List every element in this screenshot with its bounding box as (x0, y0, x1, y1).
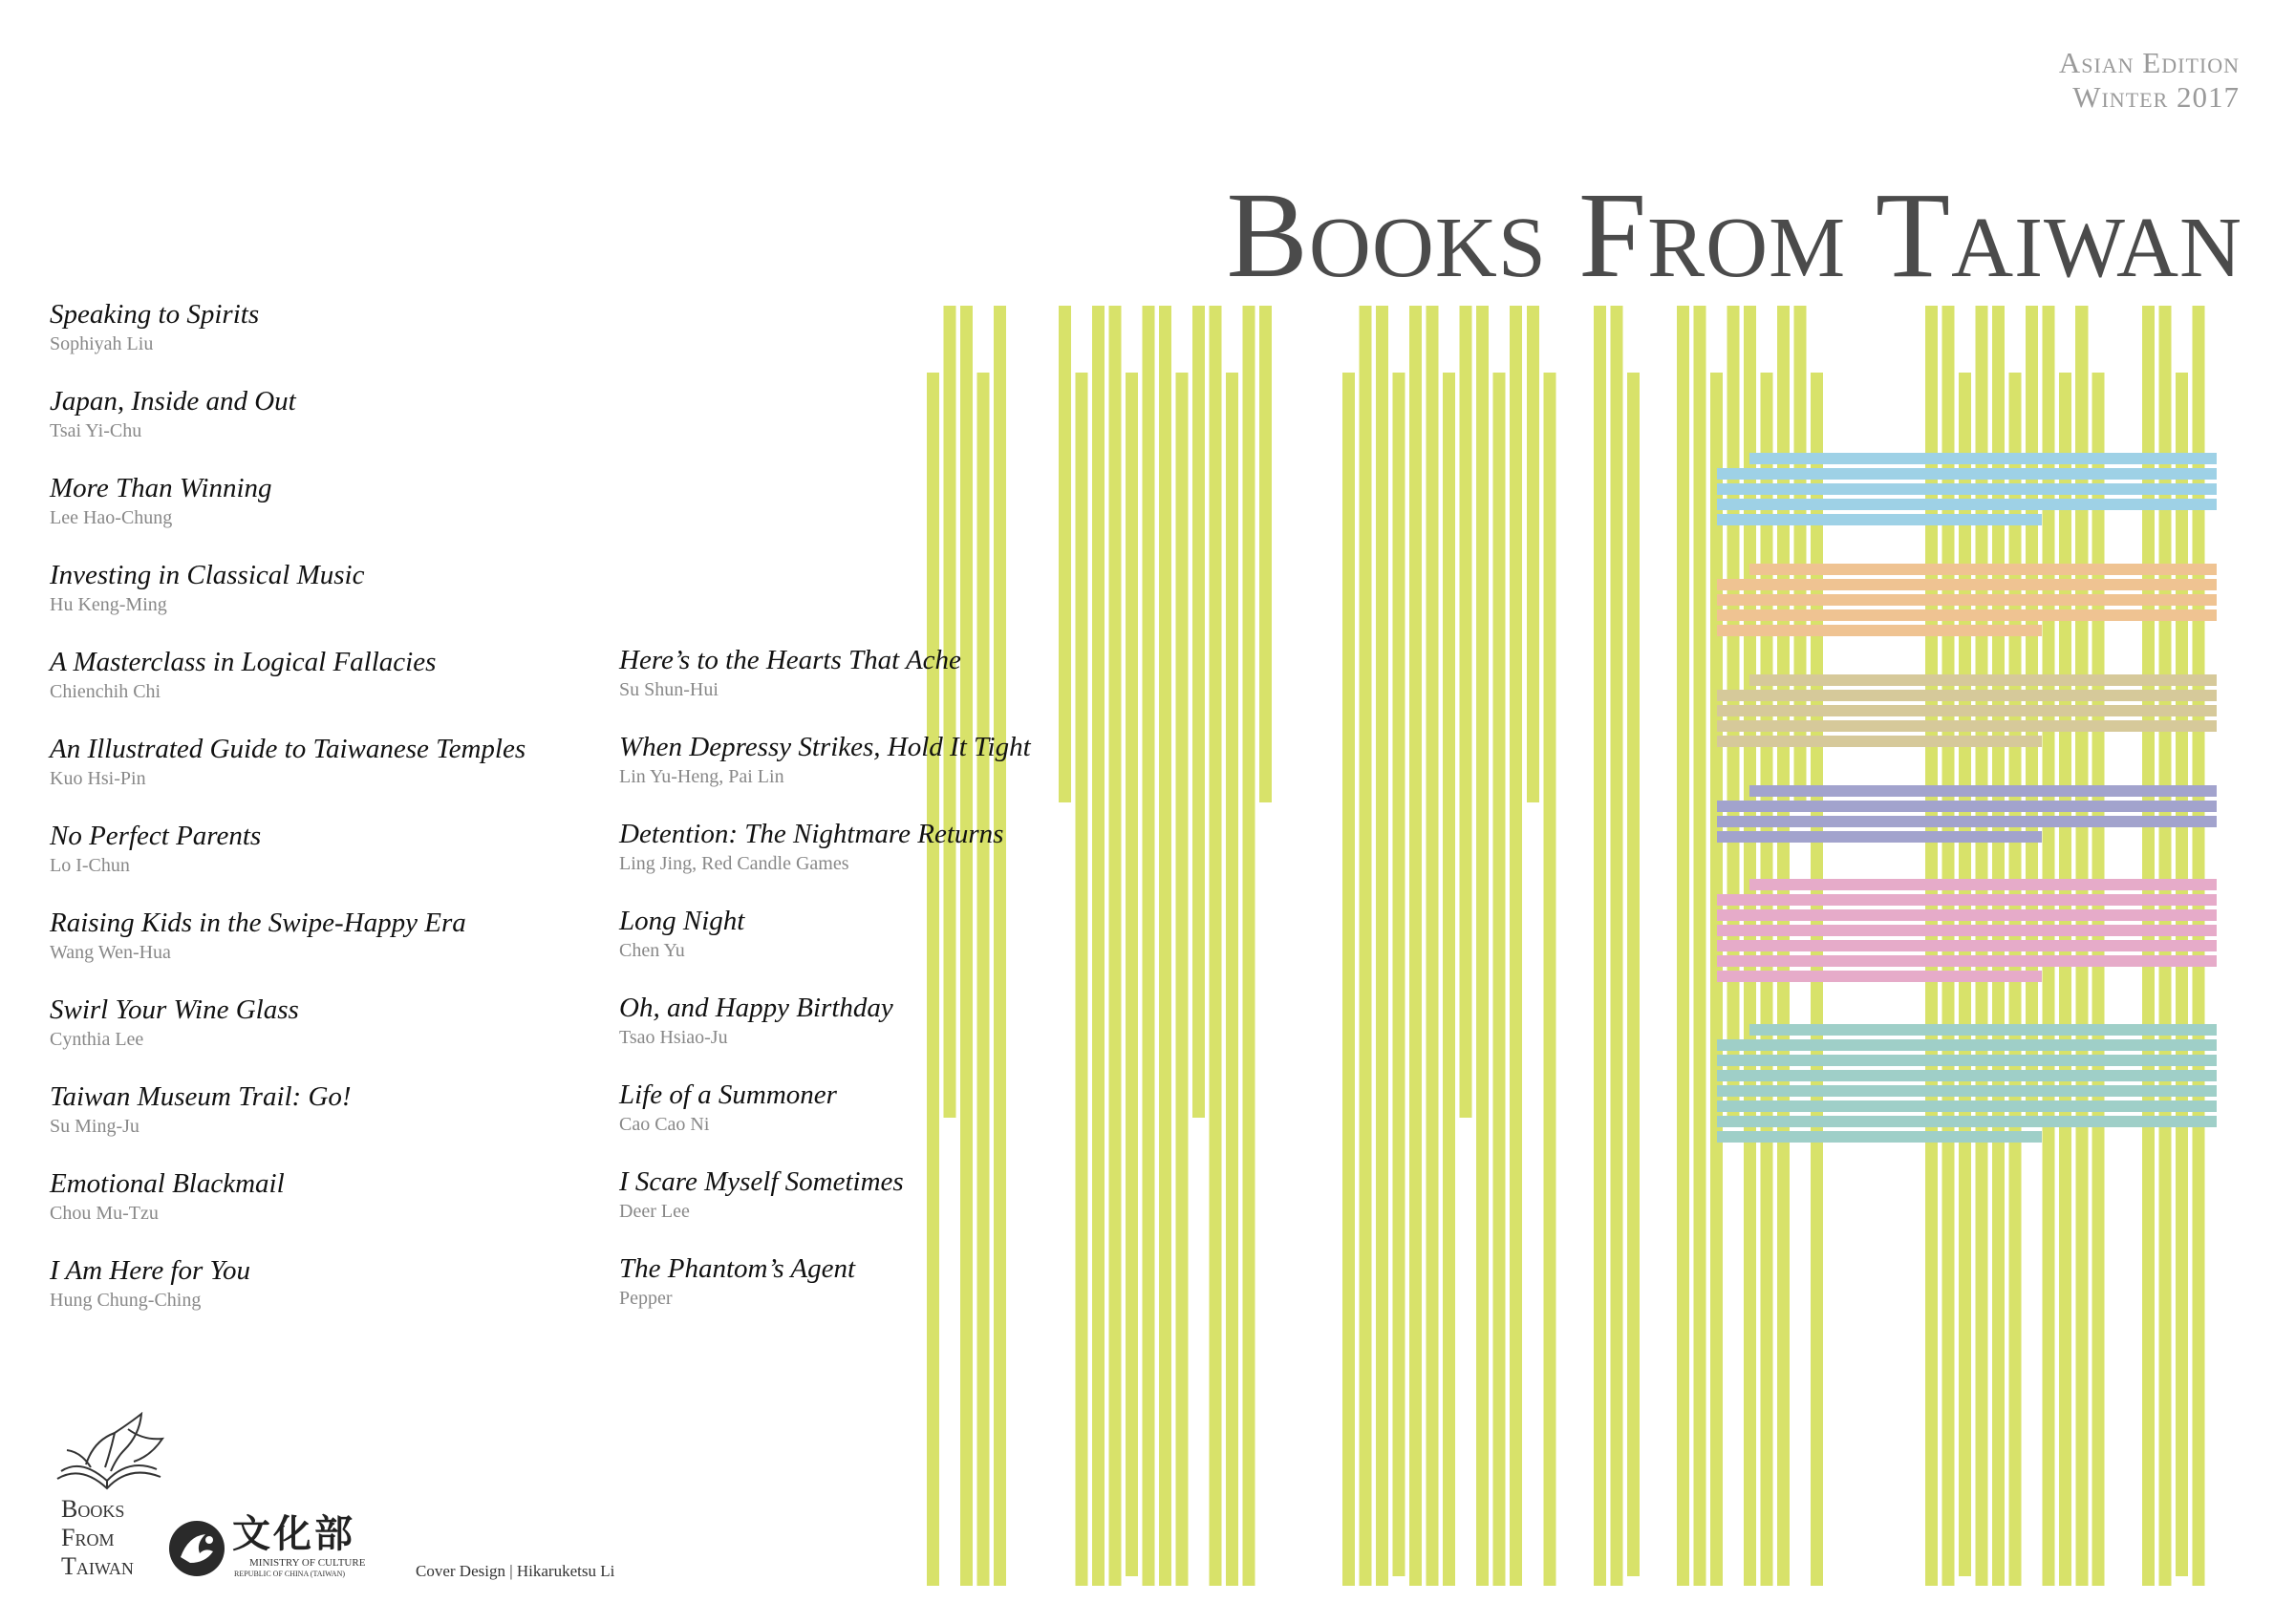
decorative-stripe (1749, 879, 2217, 890)
decorative-bar (1627, 373, 1640, 1576)
book-entry (619, 818, 1031, 905)
book-author: Su Ming-Ju (50, 1116, 139, 1137)
ministry-of-culture-logo (167, 1512, 397, 1586)
decorative-stripe (1717, 816, 2217, 827)
decorative-bar (1476, 306, 1489, 1586)
edition-line-1: Asian Edition (2058, 46, 2240, 79)
decorative-stripe (1717, 955, 2217, 967)
book-title: Life of a Summoner (619, 1079, 837, 1110)
book-entry (50, 559, 526, 646)
page-title: Books From Taiwan (1226, 167, 2242, 303)
book-author: Deer Lee (619, 1201, 690, 1222)
decorative-bar (1092, 306, 1105, 1586)
decorative-stripe (1717, 483, 2217, 495)
book-title: Raising Kids in the Swipe-Happy Era (50, 908, 466, 938)
book-author: Ling Jing, Red Candle Games (619, 853, 849, 874)
decorative-stripe (1717, 940, 2217, 951)
decorative-bar (2176, 373, 2188, 1576)
book-entry (619, 731, 1031, 818)
book-list-right (619, 644, 1031, 1339)
book-entry (50, 733, 526, 820)
book-author: Lee Hao-Chung (50, 507, 173, 528)
decorative-stripe (1717, 736, 2042, 747)
book-entry (619, 905, 1031, 992)
book-title: An Illustrated Guide to Taiwanese Temples (50, 734, 526, 764)
decorative-bar (1594, 306, 1606, 1586)
decorative-stripe (1717, 894, 2217, 906)
decorative-stripe (1717, 579, 2217, 590)
decorative-stripe (1717, 514, 2042, 525)
decorative-stripe (1717, 909, 2217, 921)
decorative-stripe (1717, 1100, 2217, 1112)
decorative-bar (1544, 373, 1556, 1586)
decorative-bar (1443, 373, 1455, 1586)
decorative-stripe (1717, 925, 2217, 936)
decorative-stripe (1717, 1070, 2217, 1081)
book-entry (50, 472, 526, 559)
decorative-stripe (1749, 1024, 2217, 1036)
book-entry (50, 907, 526, 994)
book-entry (619, 1165, 1031, 1252)
decorative-bar (2059, 373, 2071, 1586)
decorative-bar (1226, 373, 1238, 1586)
decorative-stripe (1717, 720, 2217, 732)
book-author: Tsao Hsiao-Ju (619, 1027, 728, 1048)
book-title: No Perfect Parents (50, 821, 262, 851)
decorative-bar (1677, 306, 1689, 1586)
book-title: A Masterclass in Logical Fallacies (50, 647, 437, 677)
decorative-bar (1243, 306, 1255, 1586)
decorative-bar (1259, 306, 1272, 802)
decorative-stripe (1717, 1055, 2217, 1066)
decorative-bar (1109, 306, 1122, 1586)
book-author: Cao Cao Ni (619, 1114, 710, 1135)
decorative-stripe (1749, 785, 2217, 797)
decorative-bar (1694, 306, 1706, 1586)
cover-design-credit: Cover Design | Hikaruketsu Li (416, 1562, 615, 1580)
decorative-stripe (1717, 499, 2217, 510)
logo-wordmark (61, 1495, 134, 1581)
decorative-bar (1126, 373, 1138, 1576)
decorative-bar (1176, 373, 1189, 1586)
decorative-bar (1493, 373, 1506, 1586)
book-author: Su Shun-Hui (619, 679, 719, 700)
book-entry (619, 644, 1031, 731)
book-entry (50, 1254, 526, 1341)
decorative-bar (1159, 306, 1171, 1586)
book-title: Investing in Classical Music (50, 560, 365, 590)
decorative-bar (1210, 306, 1222, 1586)
book-title: Oh, and Happy Birthday (619, 993, 893, 1023)
book-title: Here’s to the Hearts That Ache (619, 645, 961, 675)
book-title: The Phantom’s Agent (619, 1253, 856, 1284)
book-author: Hung Chung-Ching (50, 1290, 202, 1311)
book-title: Japan, Inside and Out (50, 386, 296, 417)
book-title: Emotional Blackmail (50, 1168, 285, 1199)
book-entry (50, 820, 526, 907)
book-entry (619, 992, 1031, 1079)
book-author: Tsai Yi-Chu (50, 420, 142, 441)
book-entry (50, 1167, 526, 1254)
book-entry (50, 994, 526, 1080)
book-entry (50, 1080, 526, 1167)
decorative-bar (1409, 306, 1422, 1586)
book-title: Taiwan Museum Trail: Go! (50, 1081, 352, 1112)
book-author: Chienchih Chi (50, 681, 161, 702)
book-author: Hu Keng-Ming (50, 594, 167, 615)
decorative-bar (1527, 306, 1539, 802)
book-author: Wang Wen-Hua (50, 942, 171, 963)
decorative-bar (1376, 306, 1388, 1586)
book-title: I Scare Myself Sometimes (619, 1166, 904, 1197)
book-author: Pepper (619, 1288, 673, 1309)
book-author: Kuo Hsi-Pin (50, 768, 146, 789)
decorative-stripe (1717, 690, 2217, 701)
decorative-bar (1393, 373, 1405, 1576)
decorative-bar (1143, 306, 1155, 1586)
book-title: Swirl Your Wine Glass (50, 994, 299, 1025)
decorative-bar (1510, 306, 1522, 1586)
book-entry (619, 1252, 1031, 1339)
decorative-stripe (1717, 1039, 2217, 1051)
decorative-bar (1360, 306, 1372, 1586)
ministry-country: REPUBLIC OF CHINA (TAIWAN) (234, 1570, 346, 1578)
book-author: Chou Mu-Tzu (50, 1203, 159, 1224)
decorative-bar (1059, 306, 1071, 802)
decorative-bar (1611, 306, 1623, 1586)
decorative-bar (1192, 306, 1205, 1118)
book-title: When Depressy Strikes, Hold It Tight (619, 732, 1031, 762)
book-title: Long Night (619, 906, 745, 936)
decorative-bar (1427, 306, 1439, 1586)
decorative-stripe (1717, 594, 2217, 606)
book-title: Detention: The Nightmare Returns (619, 819, 1004, 849)
decorative-stripe (1717, 1116, 2217, 1127)
edition-line-2: Winter 2017 (2072, 80, 2240, 114)
book-author: Lin Yu-Heng, Pai Lin (619, 766, 784, 787)
book-list-left (50, 298, 526, 1341)
book-author: Sophiyah Liu (50, 333, 154, 354)
decorative-stripe (1717, 468, 2217, 480)
ministry-emblem-icon (167, 1519, 226, 1578)
logo-line-2: From (61, 1524, 115, 1551)
decorative-stripe (1717, 609, 2217, 621)
book-entry (50, 298, 526, 385)
ministry-english-name: MINISTRY OF CULTURE (249, 1557, 366, 1569)
decorative-stripe (1749, 564, 2217, 575)
logo-line-1: Books (61, 1495, 125, 1523)
decorative-stripe (1717, 705, 2217, 716)
logo-line-3: Taiwan (61, 1552, 134, 1580)
book-title: More Than Winning (50, 473, 272, 503)
book-author: Cynthia Lee (50, 1029, 144, 1050)
decorative-stripe (1717, 625, 2042, 636)
book-author: Lo I-Chun (50, 855, 130, 876)
decorative-stripe (1717, 831, 2042, 843)
book-author: Chen Yu (619, 940, 685, 961)
decorative-stripe (1717, 1085, 2217, 1097)
decorative-stripe (1749, 674, 2217, 686)
decorative-stripe (1717, 1131, 2042, 1143)
decorative-stripe (1749, 453, 2217, 464)
decorative-stripe (1717, 971, 2042, 982)
book-title: I Am Here for You (50, 1255, 250, 1286)
decorative-stripe (1717, 801, 2217, 812)
book-entry (619, 1079, 1031, 1165)
decorative-bar (1342, 373, 1355, 1586)
decorative-bar (1460, 306, 1472, 1118)
decorative-bar (1076, 373, 1088, 1586)
book-title: Speaking to Spirits (50, 299, 260, 330)
book-entry (50, 385, 526, 472)
decorative-bar (2092, 373, 2105, 1586)
ministry-chinese-name: 文化部 (232, 1512, 355, 1556)
book-entry (50, 646, 526, 733)
